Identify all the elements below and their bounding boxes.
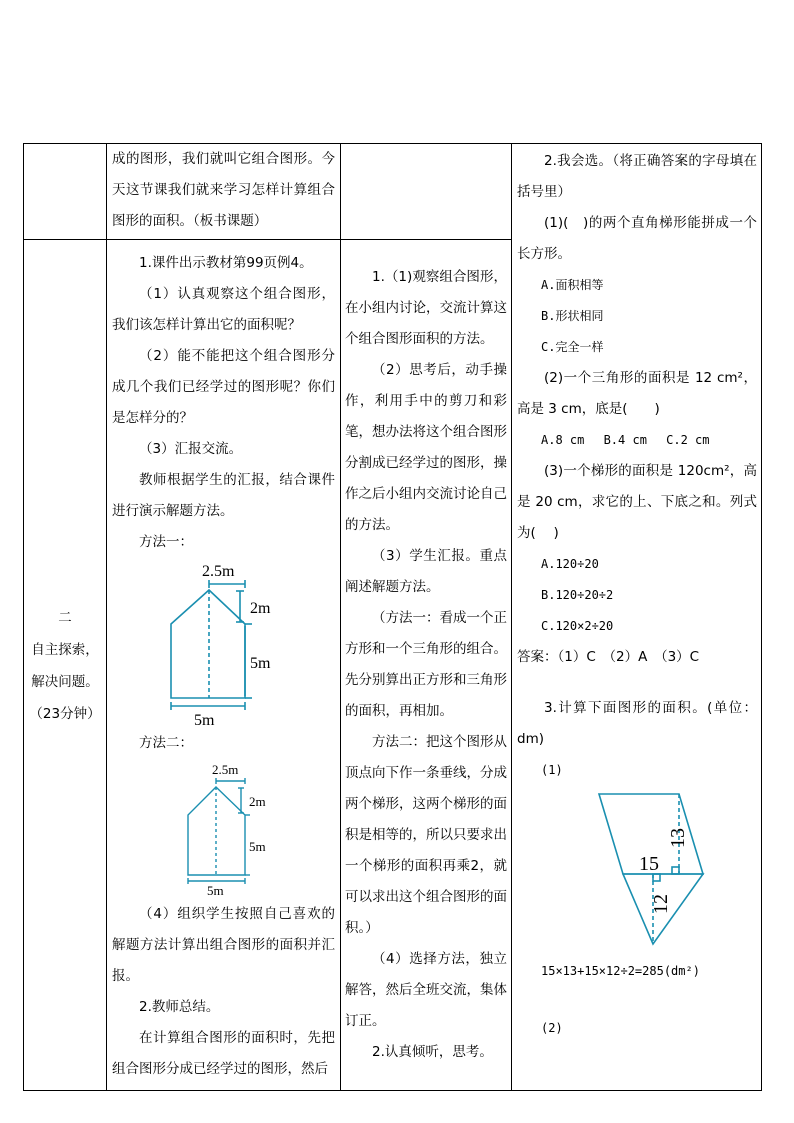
q2-3-b: B.120÷20÷2 [541, 588, 614, 602]
q2-2-options: A.8 cm B.4 cm C.2 cm [541, 433, 710, 447]
column-divider [511, 144, 512, 1090]
q3-label-15: 15 [639, 853, 659, 875]
m2-label-top: 2.5m [212, 762, 239, 777]
student-p4: （方法一：看成一个正方形和一个三角形的组合。先分别算出正方形和三角形的面积，再相加。 [345, 610, 507, 719]
m2-label-right2: 5m [249, 839, 266, 854]
teacher-p8: 在计算组合图形的面积时，先把组合图形分成已经学过的图形，然后 [112, 1030, 335, 1077]
row-divider [24, 239, 512, 240]
m1-label-right1: 2m [250, 600, 271, 617]
q3-2-label: (2) [541, 1021, 563, 1035]
q3-1-label: (1) [541, 763, 563, 777]
q3-figure [517, 786, 757, 956]
answer-line: 答案：（1）C （2）A （3）C [517, 649, 700, 665]
q2-3-c: C.120×2÷20 [541, 619, 614, 633]
teacher-p6: （4）组织学生按照自己喜欢的解题方法计算出组合图形的面积并汇报。 [112, 906, 335, 984]
student-p5: 方法二：把这个图形从顶点向下作一条垂线，分成两个梯形，这两个梯形的面积是相等的，所以只要求出一个梯形的面积再乘2，就可以求出这个组合图形的面积。） [345, 734, 507, 936]
q2-1-c: C.完全一样 [541, 340, 604, 354]
q2-1-b: B.形状相同 [541, 309, 604, 323]
q3-title: 3.计算下面图形的面积。(单位：dm) [517, 700, 757, 747]
stage-line1: 自主探索， [31, 642, 99, 658]
q3-formula: 15×13+15×12÷2=285(dm²) [541, 964, 700, 978]
m2-label-bottom: 5m [207, 883, 224, 898]
stage-label [24, 602, 106, 730]
q2-2: (2)一个三角形的面积是 12 cm²，高是 3 cm，底是( ) [517, 370, 757, 417]
student-p7: 2.认真倾听，思考。 [372, 1044, 493, 1060]
student-p2: （2）思考后，动手操作，利用手中的剪刀和彩笔，想办法将这个组合图形分割成已经学过的图形，操作之后小组内交流讨论自己的方法。 [345, 362, 507, 533]
q2-3: (3)一个梯形的面积是 120cm²，高是 20 cm，求它的上、下底之和。列式为( ) [517, 463, 757, 541]
column-divider [340, 144, 341, 1090]
teacher-p2: （1）认真观察这个组合图形，我们该怎样计算出它的面积呢？ [112, 286, 335, 333]
m1-label-bottom: 5m [194, 712, 215, 728]
lesson-table [23, 143, 762, 1091]
row1-content-cell [112, 144, 335, 237]
teacher-p1: 1.课件出示教材第99页例4。 [139, 255, 313, 271]
teacher-activity-cell [112, 248, 335, 1085]
method1-label: 方法一： [139, 534, 193, 550]
column-divider [106, 144, 107, 1090]
stage-time: （23分钟） [29, 706, 101, 722]
student-activity-cell [345, 262, 507, 1068]
student-p1: 1.（1)观察组合图形，在小组内讨论，交流计算这个组合图形面积的方法。 [345, 269, 507, 347]
m1-label-right2: 5m [250, 655, 271, 672]
stage-number: 二 [58, 610, 72, 626]
q2-title: 2.我会选。（将正确答案的字母填在括号里） [517, 153, 757, 200]
q3-label-13: 13 [667, 828, 689, 848]
student-p3: （3）学生汇报。重点阐述解题方法。 [345, 548, 507, 595]
method2-label: 方法二： [139, 735, 193, 751]
m1-label-top: 2.5m [202, 563, 235, 580]
method2-figure [112, 759, 335, 899]
teacher-p7: 2.教师总结。 [139, 999, 220, 1015]
q3-label-12: 12 [650, 894, 672, 914]
stage-line2: 解决问题。 [31, 674, 99, 690]
m2-label-right1: 2m [249, 794, 266, 809]
q2-1: (1)( )的两个直角梯形能拼成一个长方形。 [517, 215, 757, 262]
q2-1-a: A.面积相等 [541, 278, 604, 292]
q2-3-a: A.120÷20 [541, 557, 599, 571]
intro-paragraph: 成的图形，我们就叫它组合图形。今天这节课我们就来学习怎样计算组合图形的面积。（板书课题） [112, 151, 335, 229]
teacher-p4: （3）汇报交流。 [139, 441, 243, 457]
teacher-p3: （2）能不能把这个组合图形分成几个我们已经学过的图形呢？你们是怎样分的？ [112, 348, 335, 426]
student-p6: （4）选择方法，独立解答，然后全班交流，集体订正。 [345, 951, 507, 1029]
method1-figure [112, 558, 335, 728]
exercise-cell [517, 146, 757, 1044]
teacher-p5: 教师根据学生的汇报，结合课件进行演示解题方法。 [112, 472, 335, 519]
